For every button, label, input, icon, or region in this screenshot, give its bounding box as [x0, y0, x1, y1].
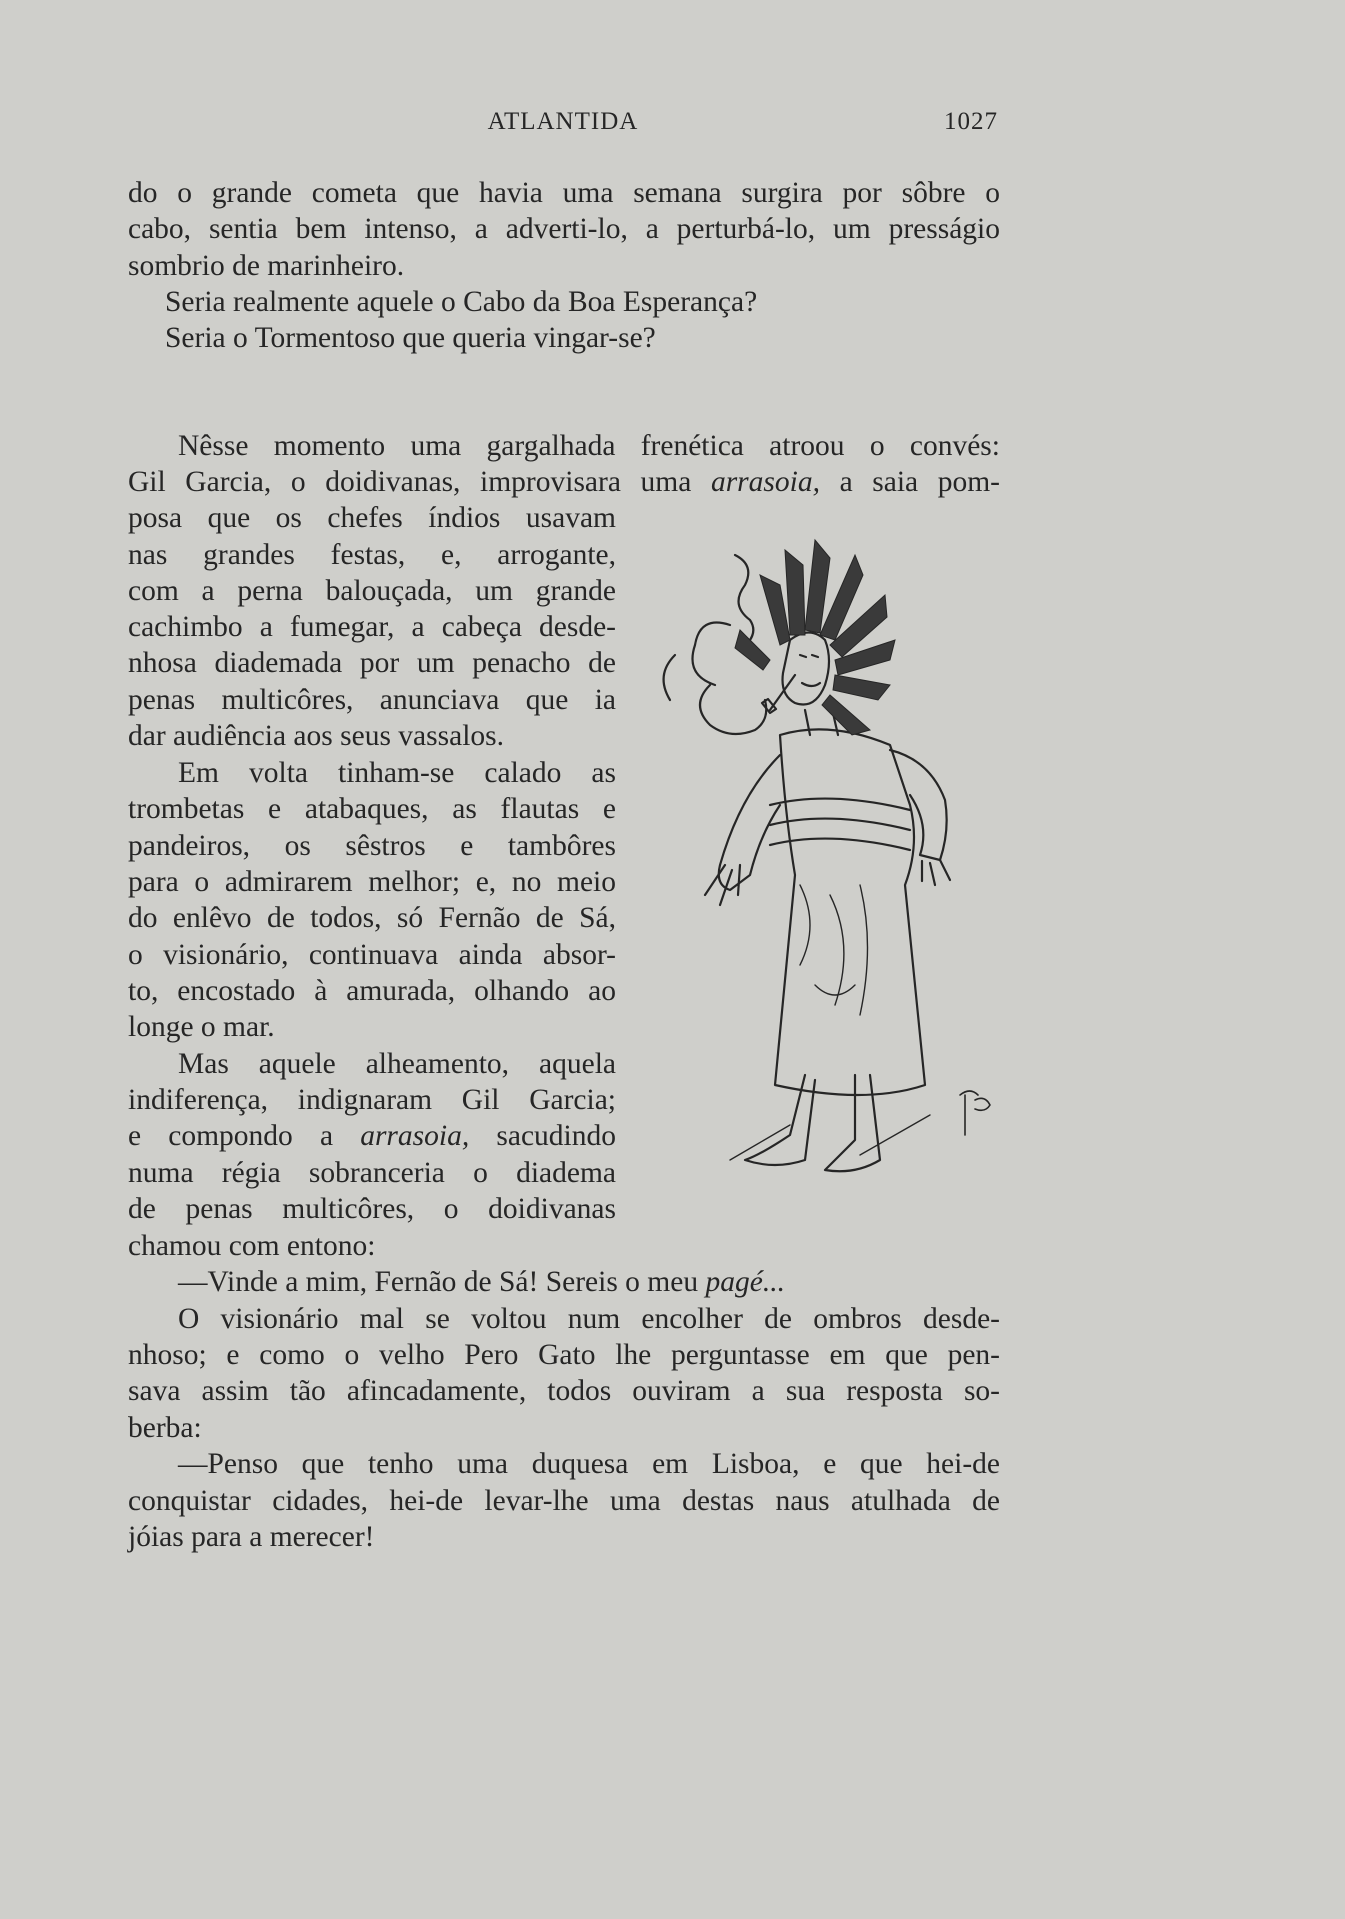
- text-line: nhoso; e como o velho Pero Gato lhe perguntasse em que pen-: [128, 1339, 1000, 1371]
- text-line: Em volta tinham-se calado as: [178, 757, 616, 789]
- face: [783, 633, 830, 705]
- page-number: 1027: [944, 108, 998, 135]
- feathered-chief-illustration: [630, 535, 1010, 1235]
- text-line: nhosa diademada por um penacho de: [128, 647, 616, 679]
- text-line: chamou com entono:: [128, 1230, 376, 1262]
- italic-term: pagé...: [705, 1266, 785, 1298]
- text-line: longe o mar.: [128, 1011, 275, 1043]
- text-line: posa que os chefes índios usavam: [128, 502, 616, 534]
- robe-texture: [800, 885, 868, 1015]
- text-line: de penas multicôres, o doidivanas: [128, 1193, 616, 1225]
- text-line: Mas aquele alheamento, aquela: [178, 1048, 616, 1080]
- text-line: [128, 1119, 616, 1153]
- text-line: numa régia sobranceria o diadema: [128, 1157, 616, 1189]
- text-line: Seria realmente aquele o Cabo da Boa Esperança?: [165, 286, 758, 318]
- text-run: —Vinde a mim, Fernão de Sá! Sereis o meu: [178, 1266, 699, 1298]
- running-title: ATLANTIDA: [487, 108, 639, 135]
- text-line: dar audiência aos seus vassalos.: [128, 720, 505, 752]
- text-line: indiferença, indignaram Gil Garcia;: [128, 1084, 616, 1116]
- right-hand: [922, 860, 950, 885]
- right-arm: [890, 750, 947, 860]
- text-line: berba:: [128, 1412, 202, 1444]
- italic-term: arrasoia,: [360, 1120, 470, 1152]
- feather-headdress: [735, 540, 895, 735]
- text-line: —Penso que tenho uma duquesa em Lisboa, e que hei-de: [178, 1448, 1000, 1480]
- text-line: pandeiros, os sêstros e tambôres: [128, 830, 616, 862]
- text-line: conquistar cidades, hei-de levar-lhe uma destas naus atulhada de: [128, 1485, 1000, 1517]
- text-line: cabo, sentia bem intenso, a adverti-lo, a perturbá-lo, um presságio: [128, 213, 1000, 245]
- text-line: cachimbo a fumegar, a cabeça desde-: [128, 611, 616, 643]
- text-line: trombetas e atabaques, as flautas e: [128, 793, 616, 825]
- text-line: jóias para a merecer!: [128, 1521, 375, 1553]
- italic-term: arrasoia,: [710, 466, 820, 498]
- text-line: com a perna balouçada, um grande: [128, 575, 616, 607]
- left-arm: [719, 755, 780, 890]
- text-line: [178, 1265, 785, 1299]
- face-detail: [800, 655, 820, 686]
- text-run: a saia pom-: [839, 466, 1000, 498]
- text-line: O visionário mal se voltou num encolher de ombros desde-: [178, 1303, 1000, 1335]
- text-line: nas grandes festas, e, arrogante,: [128, 539, 616, 571]
- text-line: penas multicôres, anunciava que ia: [128, 684, 616, 716]
- text-line: Nêsse momento uma gargalhada frenética atroou o convés:: [178, 430, 1000, 462]
- robe: [775, 729, 925, 1095]
- text-line: Seria o Tormentoso que queria vingar-se?: [165, 322, 656, 354]
- text-line: sava assim tão afincadamente, todos ouviram a sua resposta so-: [128, 1375, 1000, 1407]
- left-leg: [745, 1075, 815, 1165]
- text-line: para o admirarem melhor; e, no meio: [128, 866, 616, 898]
- text-run: sacudindo: [496, 1120, 616, 1152]
- text-line: do o grande cometa que havia uma semana surgira por sôbre o: [128, 177, 1000, 209]
- text-line: [128, 465, 1000, 499]
- text-line: do enlêvo de todos, só Fernão de Sá,: [128, 902, 616, 934]
- smoke-curl: [693, 623, 731, 686]
- text-line: o visionário, continuava ainda absor-: [128, 939, 616, 971]
- right-leg: [825, 1075, 880, 1171]
- running-header: [128, 108, 998, 138]
- text-line: sombrio de marinheiro.: [128, 250, 405, 282]
- text-run: Gil Garcia, o doidivanas, improvisara uma: [128, 466, 692, 498]
- smoke-curl: [664, 655, 675, 700]
- text-run: e compondo a: [128, 1120, 334, 1152]
- artist-monogram: [960, 1091, 990, 1135]
- text-line: to, encostado à amurada, olhando ao: [128, 975, 616, 1007]
- smoke-curl: [700, 685, 766, 734]
